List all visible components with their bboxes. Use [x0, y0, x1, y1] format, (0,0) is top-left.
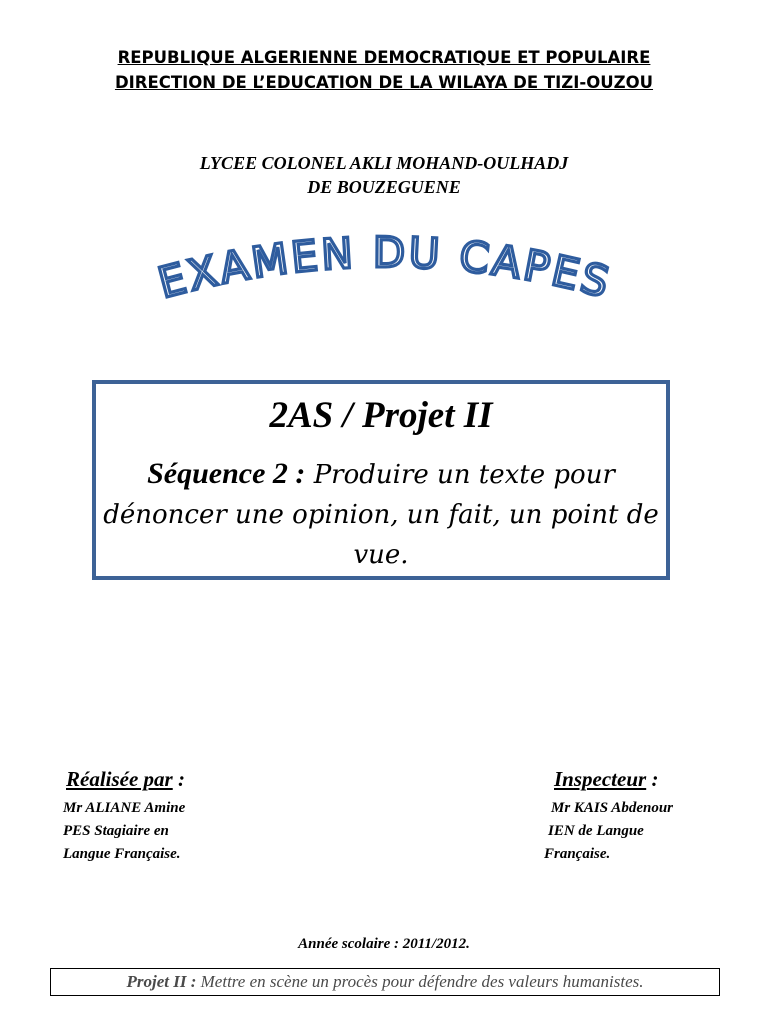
sequence-description — [102, 454, 660, 575]
inspector-colon: : — [651, 767, 659, 791]
inspector-heading — [554, 767, 658, 792]
inspector-role-2: Française. — [544, 846, 611, 862]
school-location: DE BOUZEGUENE — [307, 177, 461, 197]
sequence-label: Séquence 2 : — [147, 457, 306, 490]
author-colon: : — [177, 767, 185, 791]
project-footer-text: Mettre en scène un procès pour défendre des valeurs humanistes. — [200, 972, 644, 991]
sequence-text: Produire un texte pour dénoncer une opinion, un fait, un point de vue. — [103, 460, 659, 570]
header-line-1: REPUBLIQUE ALGERIENNE DEMOCRATIQUE ET POPULAIRE — [117, 48, 651, 67]
school-year: Année scolaire : 2011/2012. — [298, 936, 470, 952]
project-footer-box — [50, 968, 720, 996]
author-role-2: Langue Française. — [63, 846, 181, 862]
author-label: Réalisée par — [66, 767, 173, 791]
header-line-2: DIRECTION DE L’EDUCATION DE LA WILAYA DE TIZI-OUZOU — [114, 73, 654, 92]
school-name: LYCEE COLONEL AKLI MOHAND-OULHADJ — [199, 153, 569, 173]
inspector-label: Inspecteur — [554, 767, 647, 791]
author-heading — [66, 767, 185, 792]
exam-title-wordart — [100, 232, 670, 332]
level-project-title: 2AS / Projet II — [269, 395, 493, 436]
inspector-role-1: IEN de Langue — [548, 823, 644, 839]
inspector-name: Mr KAIS Abdenour — [551, 800, 673, 816]
title-box — [92, 380, 670, 580]
project-footer-label: Projet II : — [126, 972, 197, 991]
author-role-1: PES Stagiaire en — [63, 823, 169, 839]
wordart-textpath: EXAMEN DU CAPES — [153, 232, 617, 308]
wordart-text — [153, 232, 617, 308]
author-name: Mr ALIANE Amine — [63, 800, 186, 816]
wordart-svg — [100, 232, 670, 332]
author-block — [63, 797, 185, 866]
